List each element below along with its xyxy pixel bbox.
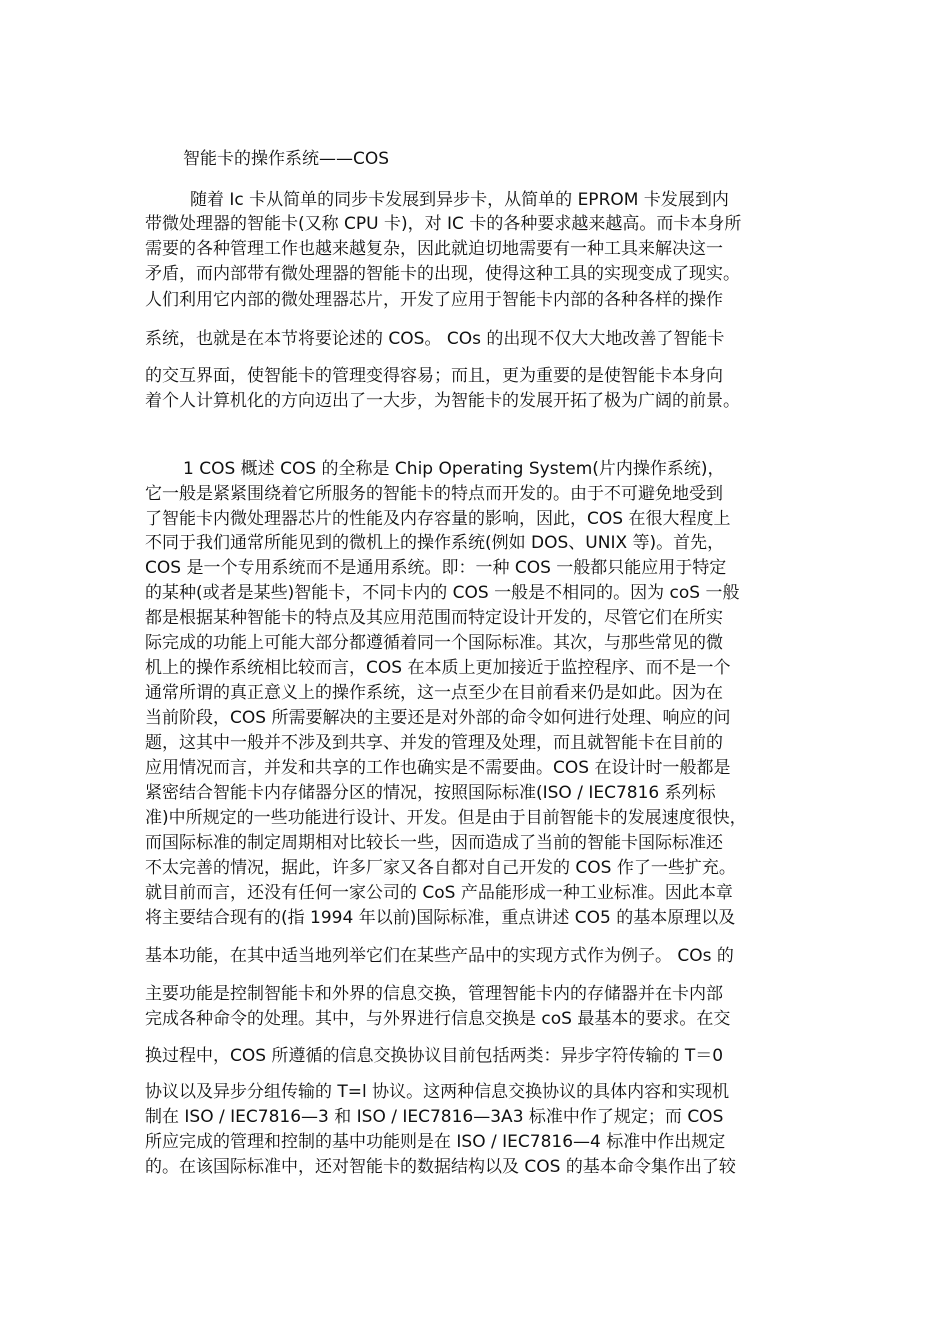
- text-line: 制在 ISO / IEC7816—3 和 ISO / IEC7816—3A3 标准中作了规定；而 COS: [145, 1107, 724, 1127]
- text-line: 的某种(或者是某些)智能卡，不同卡内的 COS 一般是不相同的。因为 coS 一般: [145, 583, 740, 603]
- document-title: 智能卡的操作系统——COS: [183, 149, 390, 169]
- text-line: COS 是一个专用系统而不是通用系统。即：一种 COS 一般都只能应用于特定: [145, 558, 727, 578]
- text-line: 完成各种命令的处理。其中，与外界进行信息交换是 coS 最基本的要求。在交: [145, 1009, 731, 1029]
- text-line: 它一般是紧紧围绕着它所服务的智能卡的特点而开发的。由于不可避免地受到: [145, 484, 723, 504]
- text-line: 的。在该国际标准中，还对智能卡的数据结构以及 COS 的基本命令集作出了较: [145, 1157, 736, 1177]
- text-line: 不同于我们通常所能见到的微机上的操作系统(例如 DOS、UNIX 等)。首先，: [145, 533, 725, 553]
- text-line: 准)中所规定的一些功能进行设计、开发。但是由于目前智能卡的发展速度很快，: [145, 808, 747, 828]
- text-line: 不太完善的情况，据此，许多厂家又各自都对自己开发的 COS 作了一些扩充。: [145, 858, 736, 878]
- text-line: 紧密结合智能卡内存储器分区的情况，按照国际标准(ISO / IEC7816 系列标: [145, 783, 716, 803]
- text-line: 题，这其中一般并不涉及到共享、并发的管理及处理，而且就智能卡在目前的: [145, 733, 723, 753]
- text-line: 通常所谓的真正意义上的操作系统，这一点至少在目前看来仍是如此。因为在: [145, 683, 723, 703]
- text-line: 都是根据某种智能卡的特点及其应用范围而特定设计开发的，尽管它们在所实: [145, 608, 723, 628]
- text-line: 就目前而言，还没有任何一家公司的 CoS 产品能形成一种工业标准。因此本章: [145, 883, 733, 903]
- text-line: 机上的操作系统相比较而言，COS 在本质上更加接近于监控程序、而不是一个: [145, 658, 731, 678]
- text-line: 1 COS 概述 COS 的全称是 Chip Operating System(片内操作系统)，: [183, 459, 725, 479]
- text-line: 主要功能是控制智能卡和外界的信息交换，管理智能卡内的存储器并在卡内部: [145, 984, 723, 1004]
- text-line: 应用情况而言，并发和共享的工作也确实是不需要曲。COS 在设计时一般都是: [145, 758, 731, 778]
- text-line: 矛盾，而内部带有微处理器的智能卡的出现，使得这种工具的实现变成了现实。: [145, 264, 740, 284]
- text-line: 人们利用它内部的微处理器芯片，开发了应用于智能卡内部的各种各样的操作: [145, 290, 723, 310]
- text-line: 当前阶段，COS 所需要解决的主要还是对外部的命令如何进行处理、响应的问: [145, 708, 731, 728]
- text-line: 的交互界面，使智能卡的管理变得容易；而且，更为重要的是使智能卡本身向: [145, 366, 723, 386]
- text-line: 换过程中，COS 所遵循的信息交换协议目前包括两类：异步字符传输的 T＝0: [145, 1046, 724, 1066]
- text-line: 将主要结合现有的(指 1994 年以前)国际标准，重点讲述 CO5 的基本原理以及: [145, 908, 736, 928]
- text-line: 需要的各种管理工作也越来越复杂，因此就迫切地需要有一种工具来解决这一: [145, 239, 723, 259]
- text-line: 着个人计算机化的方向迈出了一大步，为智能卡的发展开拓了极为广阔的前景。: [145, 391, 740, 411]
- text-line: 基本功能，在其中适当地列举它们在某些产品中的实现方式作为例子。 COs 的: [145, 946, 734, 966]
- text-line: 随着 Ic 卡从简单的同步卡发展到异步卡，从简单的 EPROM 卡发展到内: [190, 190, 729, 210]
- text-line: 所应完成的管理和控制的基中功能则是在 ISO / IEC7816—4 标准中作出规定: [145, 1132, 726, 1152]
- text-line: 了智能卡内微处理器芯片的性能及内存容量的影响，因此，COS 在很大程度上: [145, 509, 731, 529]
- text-line: 而国际标准的制定周期相对比较长一些，因而造成了当前的智能卡国际标准还: [145, 833, 723, 853]
- text-line: 际完成的功能上可能大部分都遵循着同一个国际标准。其次，与那些常见的微: [145, 633, 723, 653]
- text-line: 系统，也就是在本节将要论述的 COS。 COs 的出现不仅大大地改善了智能卡: [145, 329, 725, 349]
- text-line: 带微处理器的智能卡(又称 CPU 卡)，对 IC 卡的各种要求越来越高。而卡本身所: [145, 214, 742, 234]
- text-line: 协议以及异步分组传输的 T=l 协议。这两种信息交换协议的具体内容和实现机: [145, 1082, 730, 1102]
